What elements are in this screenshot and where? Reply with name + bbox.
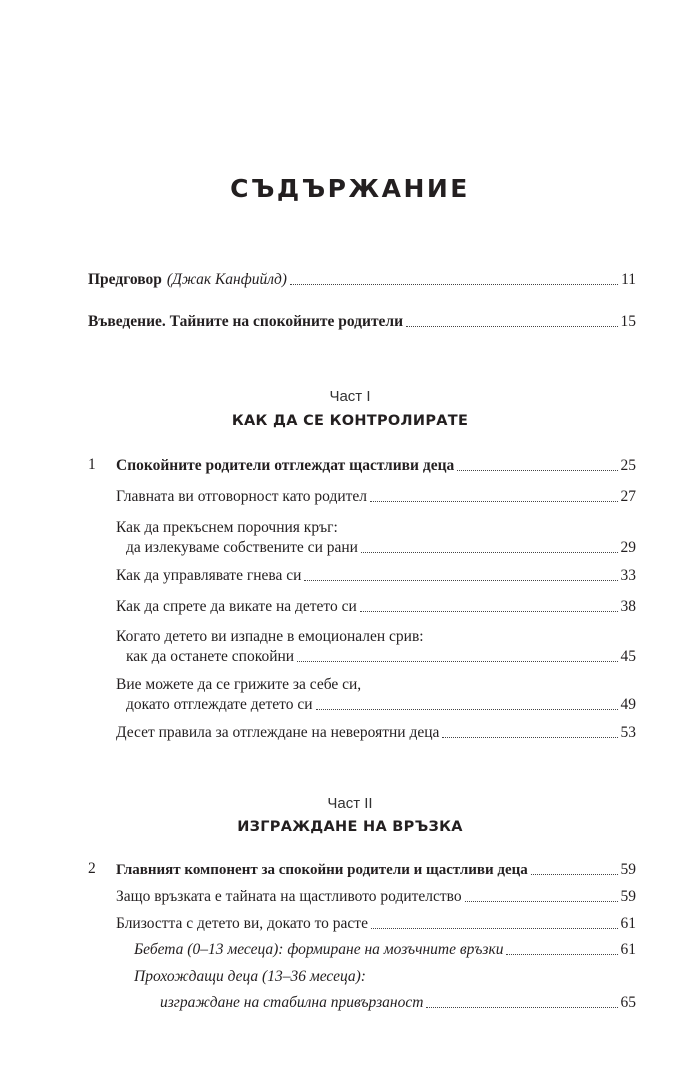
toc-entry-label-line1: Когато детето ви изпадне в емоционален срив: — [116, 628, 424, 645]
toc-entry-label: Въведение. Тайните на спокойните родители — [88, 313, 404, 330]
toc-entry-label: Спокойните родители отглеждат щастливи деца — [116, 457, 455, 474]
toc-page-number: 65 — [620, 994, 636, 1011]
leader-dots — [371, 927, 618, 929]
toc-entry-introduction[interactable] — [88, 312, 636, 332]
toc-page-number: 45 — [620, 648, 636, 665]
toc-page-number: 53 — [620, 724, 636, 741]
leader-dots — [442, 736, 617, 738]
toc-chapter-entry[interactable] — [116, 456, 636, 476]
part-label: Част I — [329, 388, 371, 405]
toc-entry-author: (Джак Канфийлд) — [166, 271, 287, 288]
toc-section-entry[interactable] — [116, 627, 636, 667]
toc-subsection-entry[interactable] — [134, 940, 636, 960]
leader-dots — [531, 873, 618, 875]
chapter-number: 1 — [88, 456, 96, 473]
toc-entry-label: Бебета (0–13 месеца): формиране на мозъчните връзки — [134, 941, 504, 958]
leader-dots — [316, 708, 618, 710]
toc-page-number: 29 — [620, 539, 636, 556]
toc-entry-label-line1: Вие можете да се грижите за себе си, — [116, 676, 362, 693]
leader-dots — [297, 660, 617, 662]
toc-entry-label: Главният компонент за спокойни родители и щастливи деца — [116, 862, 528, 878]
toc-page-number: 49 — [620, 696, 636, 713]
toc-entry-label: Близостта с детето ви, докато то расте — [116, 915, 368, 932]
toc-chapter-entry[interactable] — [116, 860, 636, 880]
toc-page-number: 15 — [620, 313, 636, 330]
part-label: Част II — [327, 795, 373, 812]
toc-section-entry[interactable] — [116, 723, 636, 743]
toc-entry-label: Как да спрете да викате на детето си — [116, 598, 357, 615]
toc-page-number: 38 — [620, 598, 636, 615]
toc-subsection-entry[interactable] — [134, 967, 636, 1013]
leader-dots — [361, 551, 618, 553]
toc-section-entry[interactable] — [116, 566, 636, 586]
part-title: КАК ДА СЕ КОНТРОЛИРАТЕ — [231, 413, 469, 429]
toc-page-number: 11 — [621, 271, 636, 288]
toc-entry-label-line1: Как да прекъснем порочния кръг: — [116, 519, 338, 536]
toc-entry-label-line2: как да останете спокойни — [126, 648, 295, 665]
leader-dots — [290, 283, 618, 285]
toc-page-number: 59 — [620, 861, 636, 878]
toc-page-number: 61 — [620, 941, 636, 958]
toc-entry-label: Главната ви отговорност като родител — [116, 488, 368, 505]
leader-dots — [426, 1006, 617, 1008]
toc-page-number: 33 — [620, 567, 636, 584]
toc-section-entry[interactable] — [116, 887, 636, 907]
leader-dots — [304, 579, 617, 581]
toc-entry-label: Как да управлявате гнева си — [116, 567, 302, 584]
toc-entry-label-line2: изграждане на стабилна привързаност — [160, 994, 424, 1011]
page-title: СЪДЪРЖАНИЕ — [230, 174, 470, 203]
toc-section-entry[interactable] — [116, 487, 636, 507]
toc-entry-label: Предговор — [88, 271, 162, 288]
part-title: ИЗГРАЖДАНЕ НА ВРЪЗКА — [237, 819, 463, 835]
leader-dots — [370, 500, 617, 502]
toc-entry-label-line2: докато отглеждате детето си — [126, 696, 313, 713]
toc-entry-label: Защо връзката е тайната на щастливото родителство — [116, 888, 462, 905]
toc-entry-label-line1: Прохождащи деца (13–36 месеца): — [134, 968, 366, 985]
toc-section-entry[interactable] — [116, 675, 636, 715]
toc-page-number: 27 — [620, 488, 636, 505]
chapter-number: 2 — [88, 860, 96, 877]
toc-section-entry[interactable] — [116, 914, 636, 934]
toc-section-entry[interactable] — [116, 518, 636, 558]
toc-page-number: 61 — [620, 915, 636, 932]
leader-dots — [360, 610, 618, 612]
leader-dots — [457, 469, 617, 471]
toc-page-number: 59 — [620, 888, 636, 905]
toc-page-number: 25 — [620, 457, 636, 474]
toc-entry-label-line2: да излекуваме собствените си рани — [126, 539, 358, 556]
toc-entry-foreword[interactable] — [88, 270, 636, 290]
leader-dots — [465, 900, 618, 902]
toc-entry-label: Десет правила за отглеждане на невероятни деца — [116, 724, 440, 741]
toc-section-entry[interactable] — [116, 597, 636, 617]
leader-dots — [406, 325, 617, 327]
leader-dots — [506, 953, 617, 955]
